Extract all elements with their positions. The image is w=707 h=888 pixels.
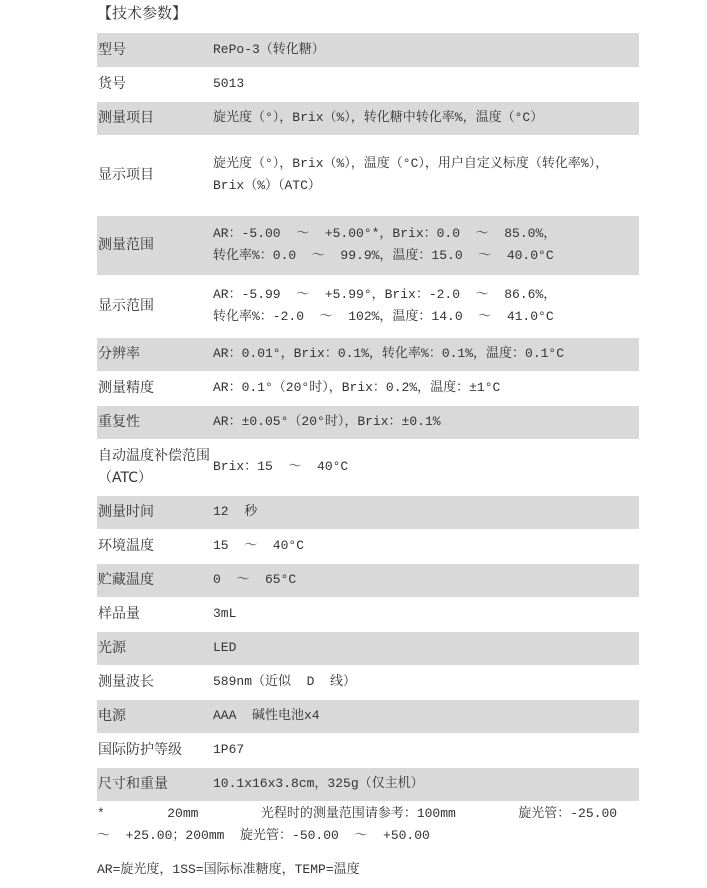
spec-row-item-number [97, 67, 639, 101]
spec-value: 12 秒 [213, 495, 639, 529]
spec-value: AR：0.1°（20°时），Brix：0.2%，温度：±1°C [213, 371, 639, 405]
spec-row-measurement-range [97, 215, 639, 275]
spec-label: 显示范围 [97, 275, 213, 337]
spec-label: 测量范围 [97, 215, 213, 275]
spec-value: 0 ～ 65°C [213, 563, 639, 597]
spec-value: RePo-3（转化糖） [213, 33, 639, 67]
spec-value: 旋光度（°），Brix（%），转化糖中转化率%，温度（°C） [213, 101, 639, 135]
spec-label: 自动温度补偿范围（ATC） [97, 439, 213, 495]
spec-label: 型号 [97, 33, 213, 67]
spec-row-resolution [97, 337, 639, 371]
spec-row-wavelength [97, 665, 639, 699]
spec-label: 重复性 [97, 405, 213, 439]
spec-label: 测量精度 [97, 371, 213, 405]
measurement-range-footnote: * 20mm 光程时的测量范围请参考：100mm 旋光管：-25.00 ～ +25.00；200mm 旋光管：-50.00 ～ +50.00 [97, 806, 633, 843]
spec-row-repeatability [97, 405, 639, 439]
spec-label: 国际防护等级 [97, 733, 213, 767]
spec-value: AAA 碱性电池x4 [213, 699, 639, 733]
spec-label: 光源 [97, 631, 213, 665]
spec-label: 环境温度 [97, 529, 213, 563]
spec-label: 尺寸和重量 [97, 767, 213, 801]
spec-value: 10.1x16x3.8cm，325g（仅主机） [213, 767, 639, 801]
spec-row-storage-temperature [97, 563, 639, 597]
spec-row-model [97, 33, 639, 67]
spec-row-ambient-temperature [97, 529, 639, 563]
spec-value: AR：0.01°，Brix：0.1%，转化率%：0.1%，温度：0.1°C [213, 337, 639, 371]
spec-label: 分辨率 [97, 337, 213, 371]
spec-row-power-supply [97, 699, 639, 733]
spec-row-atc-range [97, 439, 639, 495]
spec-value: 5013 [213, 67, 639, 101]
spec-value: LED [213, 631, 639, 665]
abbreviation-footnote: AR=旋光度，1SS=国际标准糖度，TEMP=温度 [97, 862, 360, 877]
spec-table [97, 33, 639, 802]
spec-row-display-range [97, 275, 639, 337]
spec-label: 贮藏温度 [97, 563, 213, 597]
spec-value: Brix：15 ～ 40°C [213, 439, 639, 495]
spec-value: 1P67 [213, 733, 639, 767]
spec-row-light-source [97, 631, 639, 665]
spec-row-measurement-items [97, 101, 639, 135]
spec-value: 3mL [213, 597, 639, 631]
spec-row-measurement-time [97, 495, 639, 529]
section-title: 【技术参数】 [97, 4, 188, 22]
spec-label: 测量时间 [97, 495, 213, 529]
spec-label: 测量波长 [97, 665, 213, 699]
spec-label: 货号 [97, 67, 213, 101]
spec-row-sample-volume [97, 597, 639, 631]
spec-row-protection-rating [97, 733, 639, 767]
spec-row-dimensions-weight [97, 767, 639, 801]
spec-value: AR：±0.05°（20°时），Brix：±0.1% [213, 405, 639, 439]
spec-value: 旋光度（°），Brix（%），温度（°C），用户自定义标度（转化率%）， Brix（%）（ATC） [213, 135, 639, 215]
spec-value: 589nm（近似 D 线） [213, 665, 639, 699]
spec-value: 15 ～ 40°C [213, 529, 639, 563]
spec-value: AR：-5.99 ～ +5.99°，Brix：-2.0 ～ 86.6%， 转化率%：-2.0 ～ 102%，温度：14.0 ～ 41.0°C [213, 275, 639, 337]
spec-value: AR：-5.00 ～ +5.00°*，Brix：0.0 ～ 85.0%， 转化率%：0.0 ～ 99.9%，温度：15.0 ～ 40.0°C [213, 215, 639, 275]
spec-label: 显示项目 [97, 135, 213, 215]
spec-label: 电源 [97, 699, 213, 733]
spec-label: 样品量 [97, 597, 213, 631]
spec-row-display-items [97, 135, 639, 215]
spec-row-accuracy [97, 371, 639, 405]
spec-label: 测量项目 [97, 101, 213, 135]
